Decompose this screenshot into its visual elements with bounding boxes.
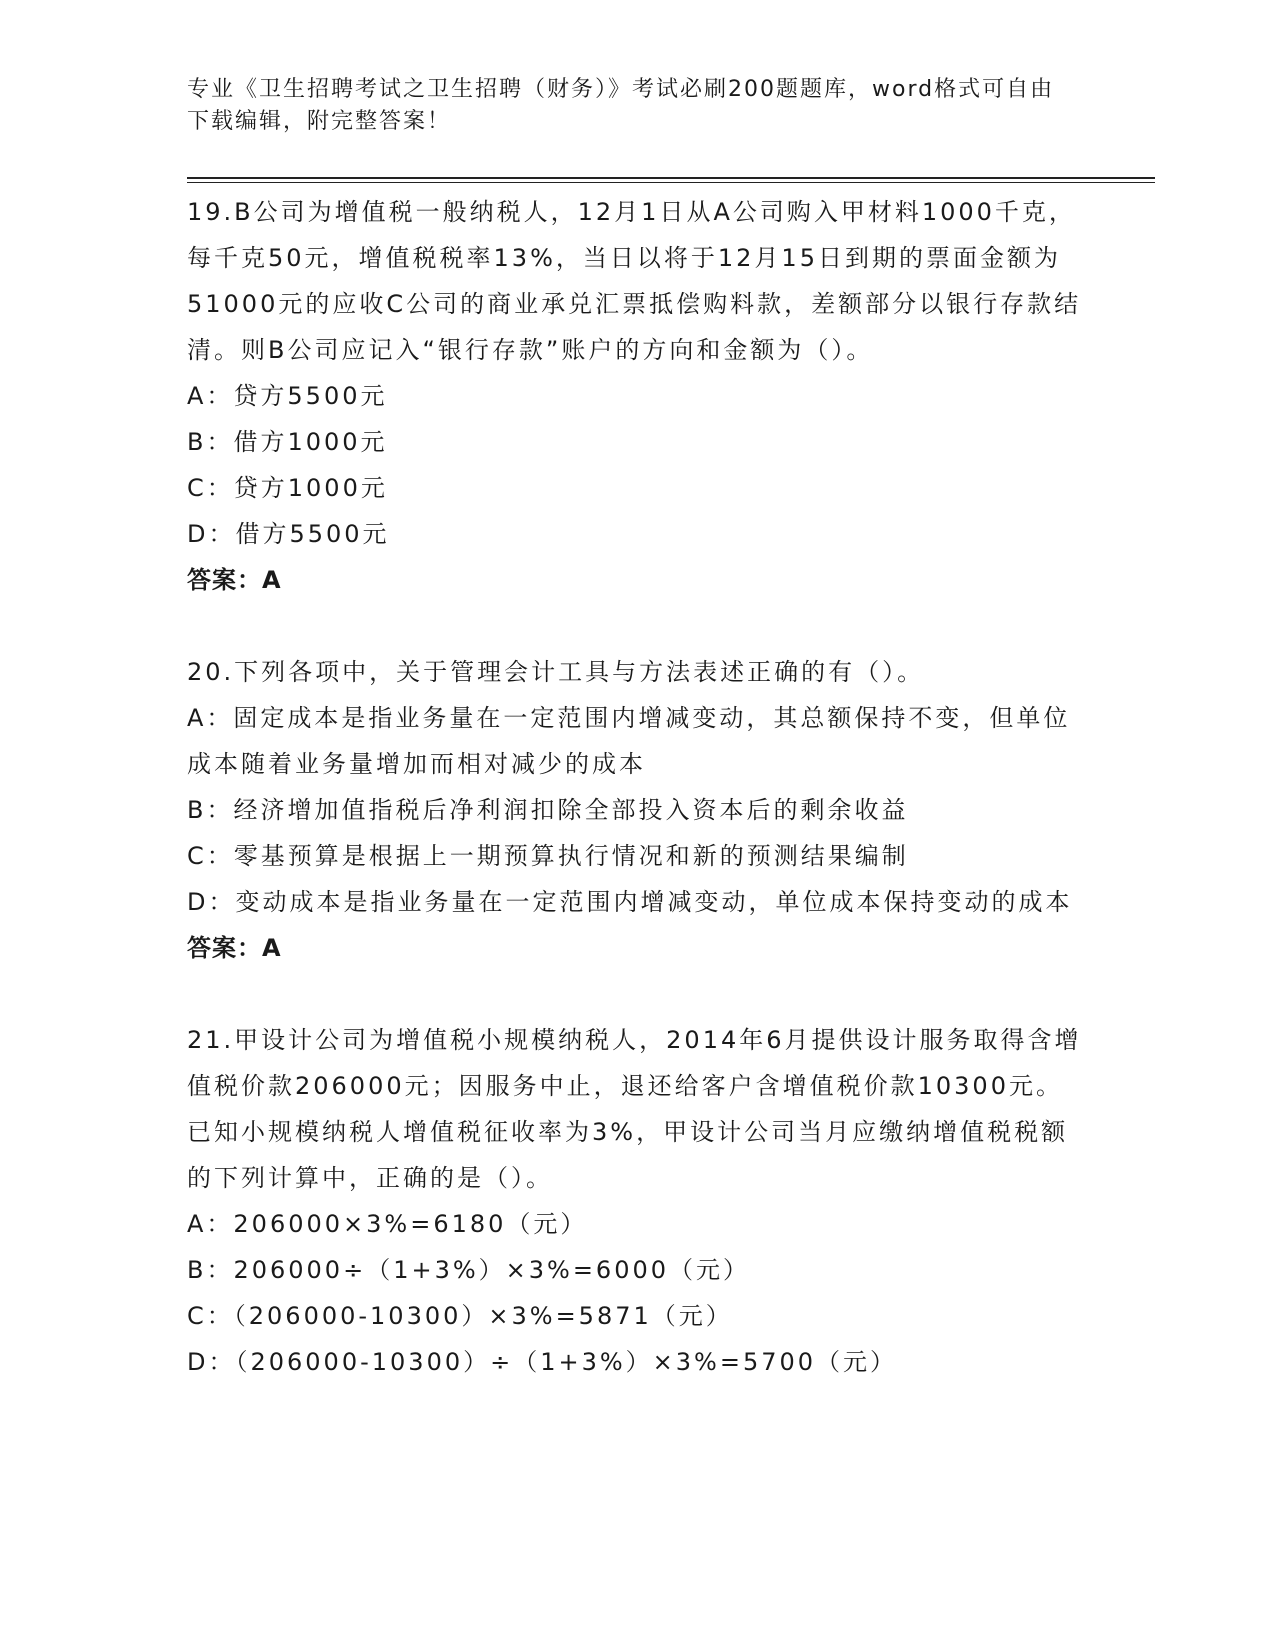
option-a: A：固定成本是指业务量在一定范围内增减变动，其总额保持不变，但单位成本随着业务量增加而相对减少的成本 [187,704,1071,778]
header-divider-thick [187,177,1155,179]
option-a: A：贷方5500元 [187,382,388,410]
spacer [187,971,1087,1017]
question-19 [187,189,1087,603]
option-a: A：206000×3%=6180（元） [187,1210,588,1238]
answer: 答案：A [187,566,282,594]
option-b: B：借方1000元 [187,428,388,456]
document-header: 专业《卫生招聘考试之卫生招聘（财务）》考试必刷200题题库，word格式可自由下载编辑，附完整答案！ [187,77,1055,134]
spacer [187,603,1087,649]
option-c: C：零基预算是根据上一期预算执行情况和新的预测结果编制 [187,842,909,870]
question-20 [187,649,1087,971]
question-text: 19.B公司为增值税一般纳税人，12月1日从A公司购入甲材料1000千克，每千克50元，增值税税率13%，当日以将于12月15日到期的票面金额为51000元的应收C公司的商业承兑汇票抵偿购料款，差额部分以银行存款结清。则B公司应记入“银行存款”账户的方向和金额为（）。 [187,198,1082,364]
option-d: D：（206000-10300）÷（1+3%）×3%=5700（元） [187,1348,898,1376]
question-21 [187,1017,1087,1385]
option-b: B：经济增加值指税后净利润扣除全部投入资本后的剩余收益 [187,796,909,824]
option-c: C：（206000-10300）×3%=5871（元） [187,1302,733,1330]
option-b: B：206000÷（1+3%）×3%=6000（元） [187,1256,751,1284]
question-text: 21.甲设计公司为增值税小规模纳税人，2014年6月提供设计服务取得含增值税价款206000元；因服务中止，退还给客户含增值税价款10300元。已知小规模纳税人增值税征收率为3%，甲设计公司当月应缴纳增值税税额的下列计算中，正确的是（）。 [187,1026,1082,1192]
option-c: C：贷方1000元 [187,474,388,502]
question-list [187,189,1087,1385]
option-d: D：借方5500元 [187,520,390,548]
header-divider-thin [187,182,1155,183]
question-text: 20.下列各项中，关于管理会计工具与方法表述正确的有（）。 [187,658,925,686]
answer: 答案：A [187,934,282,962]
option-d: D：变动成本是指业务量在一定范围内增减变动，单位成本保持变动的成本 [187,888,1073,916]
